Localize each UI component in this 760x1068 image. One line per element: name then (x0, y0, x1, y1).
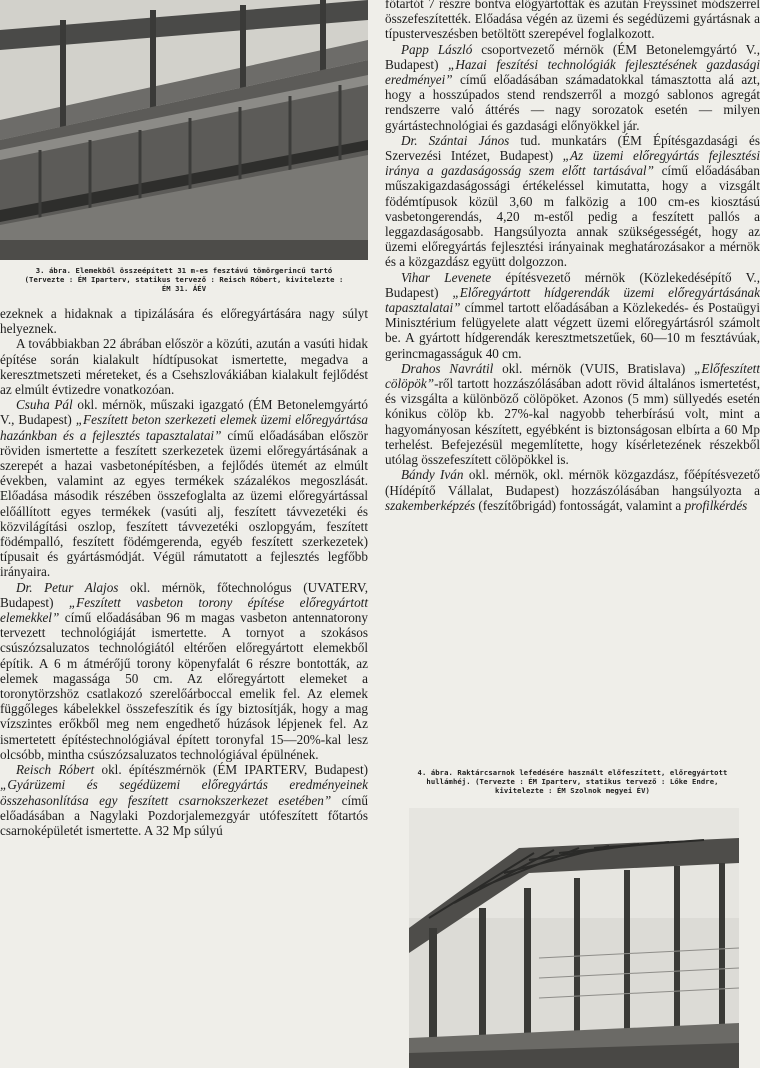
author-name: Csuha Pál (16, 397, 73, 413)
caption-line: 3. ábra. Elemekből összeépített 31 m-es fesztávú tömörgerincű tartó (35, 266, 333, 275)
author-affiliation: tud. munkatárs (ÉM Építésgazdasági és Szervezési Intézet, Budapest) (385, 132, 760, 164)
talk-title: „Feszített beton szerkezeti elemek üzemi előregyártása hazánkban és a fejlesztés tapasztalatai” (0, 412, 368, 443)
author-name: Reisch Róbert (16, 762, 95, 778)
caption-line: 4. ábra. Raktárcsarnok lefedésére használt előfeszített, előregyártott (417, 768, 728, 777)
caption-line: (Tervezte : ÉM Iparterv, statikus tervező : Reisch Róbert, kivitelezte : (24, 275, 344, 284)
left-column (0, 0, 368, 838)
paragraph: A továbbiakban 22 ábrában először a közúti, azután a vasúti hidak építése során kialakult hídtípusokat ismertette, megadva a keresztmetszeti méreteket, és a Csehszlovákiában kialakult fejlődést az elmúlt évtizedre vonatkozóan. (0, 336, 368, 398)
author-name: Vihar Levenete (401, 269, 492, 285)
author-name: Bándy Iván (401, 467, 464, 483)
author-affiliation: okl. építészmérnök (ÉM IPARTERV, Budapest) (94, 762, 369, 778)
emphasis: szakemberképzés (385, 497, 476, 513)
talk-title: „Feszített vasbeton torony építése előregyártott elemekkel” (0, 594, 368, 626)
paragraph-body: című előadásában a Nagylaki Pozdorjalemezgyár utófeszített főtartós csarnoképületét ismertette. A 32 Mp súlyú (0, 792, 368, 838)
paragraph-body: című előadásában először röviden ismertette a feszített szerkezetek üzemi előregyártásának a szerepét a hazai vasbetonépítésben, a fejlődés ütemét az elmúlt években, valamint az egyes termékek százalékos megoszlását. Előadása második részében összefoglalta az üzemi előregyártással előállított egyes termékek (vasúti alj, feszített távvezetéki és közvilágítási oszlop, feszített távvezetéki oszlopgyám, feszített födémpalló, feszített födémgerenda, egyéb feszített szerkezetek) típusait és gyártásmódját. Végül rámutatott a fejlesztés legfőbb irányaira. (0, 427, 369, 580)
author-affiliation: okl. mérnök (VUIS, Bratislava) (493, 360, 695, 376)
paragraph-body: című előadásában műszakigazdaságossági értékeléssel kimutatta, hogy a vizsgált födémtípusok közül 3,60 m falközig a 100 cm-es kiosztású vasbetongerendás, 4,20 m-estől pedig a feszített pallós a leggazdaságosabb. Hangsúlyozta annak szükségességét, hogy az üzemi előregyártás fejlesztési irányainak meghatározásakor a mérnök és a közgazdász együtt dolgozzon. (385, 163, 760, 270)
author-affiliation: okl. mérnök, főtechnológus (UVATERV, Budapest) (0, 579, 368, 610)
paragraph-body: címmel tartott előadásában a Közlekedés- és Postaügyi Minisztérium felügyelete alatt végzett üzemi előregyártásról számolt be. A gyártott hídgerendák keresztmetszetűek, 60—10 m fesztávúak, gerincmagasságuk 40 cm. (385, 300, 760, 361)
girder-photo-illustration (0, 0, 368, 260)
caption-line: kivitelezte : ÉM Szolnok megyei ÉV) (495, 786, 650, 795)
paragraph-body: (feszítőbrigád) fontosságát, valamint a (475, 497, 685, 513)
paragraph-body: című előadásában számadatokkal támasztotta alá azt, hogy a hosszúpados stend rendszerről a mozgó sablonos agregát rendszerre való áttérés — nagy sorozatok esetén — milyen gyártástechnológiai és gazdasági előnyökkel jár. (385, 72, 760, 133)
paragraph (385, 42, 760, 133)
figure-3-caption (0, 266, 368, 293)
paragraph-body: című előadásában 96 m magas vasbeton antennatorony tervezett technológiáját ismertette. A tornyot a szokásos csúszózsaluzatos technológiától eltérően előregyártott elemekből építik. A 6 m átmérőjű torony köpenyfalát 6 részre bontották, az elemek magassága 50 cm. Az előregyártott elemeket a toronytörzshöz csatlakozó szerelőárboccal emelik fel. Az elemek függőleges kábelekkel összefeszítik és így biztosítják, hogy a mag vízszintes erőkből meg nem engedhető húzások lépjenek fel. Az ismertetett építéstechnológiával épített toronyfal 15—20%-kal lesz olcsóbb, mintha csúszózsaluzatos technológiával épülnének. (0, 610, 368, 762)
author-affiliation: építésvezető mérnök (Közlekedésépítő V., Budapest) (385, 269, 760, 300)
author-affiliation: csoportvezető mérnök (ÉM Betonelemgyártó V., Budapest) (385, 41, 760, 72)
paragraph (385, 361, 760, 467)
paragraph (0, 762, 368, 838)
author-name: Papp László (401, 41, 473, 57)
talk-title: „Az üzemi előregyártás fejlesztési iránya a gazdaságosság szem előtt tartásával” (385, 148, 760, 179)
author-affiliation: okl. mérnök, műszaki igazgató (ÉM Betonelemgyártó V., Budapest) (0, 397, 368, 428)
author-name: Drahos Navrátil (401, 360, 494, 376)
talk-title: „Hazai feszítési technológiák fejlesztésének gazdasági eredményei” (385, 56, 760, 88)
paragraph (385, 133, 760, 270)
figure-4-photo (409, 808, 739, 1068)
paragraph-body: -ről tartott hozzászólásában adott rövid általános ismertetést, és vizsgálta a különböző cölöpöket. Azonos (5 mm) süllyedés esetén kónikus cölöp kb. 27%-kal nagyobb teherbírású volt, mint a hagyományosan készített, egyébként is biztonságosan elbírta a 60 Mp terhelést. Befejezésül megemlítette, hogy kísérletezének részekből utólag összefeszített cölöpökkel is. (385, 376, 760, 468)
right-body-text (385, 0, 760, 513)
paragraph (0, 397, 368, 579)
author-name: Dr. Petur Alajos (16, 579, 119, 595)
paragraph (0, 580, 368, 762)
left-body-text (0, 306, 368, 838)
paragraph: ezeknek a hidaknak a tipizálására és előregyártására nagy súlyt helyeznek. (0, 306, 368, 337)
author-name: Dr. Szántai János (401, 132, 510, 148)
talk-title: „Előregyártott hídgerendák üzemi előregyártásának tapasztalatai” (385, 284, 760, 316)
paragraph: főtartót 7 részre bontva előgyártották és azután Freyssinet módszerrel összefeszítették. Előadása végén az üzemi és segédüzemi gyártásnak a típusterveszésben betöltött szerepével foglalkozott. (385, 0, 760, 42)
emphasis: profilkérdés (684, 497, 748, 513)
paragraph (385, 467, 760, 513)
hall-photo-illustration (409, 808, 739, 1068)
author-affiliation: okl. mérnök, okl. mérnök közgazdász, főépítésvezető (Hídépítő Vállalat, Budapest) hozzászólásában hangsúlyozta a (385, 467, 760, 498)
talk-title: „Gyárüzemi és segédüzemi előregyártás eredményeinek összehasonlítása egy feszített csarnokszerkezet esetében” (0, 777, 368, 808)
figure-4-caption (385, 768, 760, 795)
talk-title: „Előfeszített cölöpök” (385, 360, 760, 392)
paragraph (385, 270, 760, 361)
caption-line: hullámhéj. (Tervezte : ÉM Iparterv, statikus tervező : Lőke Endre, (426, 777, 719, 786)
figure-3-photo (0, 0, 368, 260)
right-column (385, 0, 760, 795)
caption-line: ÉM 31. ÁÉV (161, 284, 207, 293)
